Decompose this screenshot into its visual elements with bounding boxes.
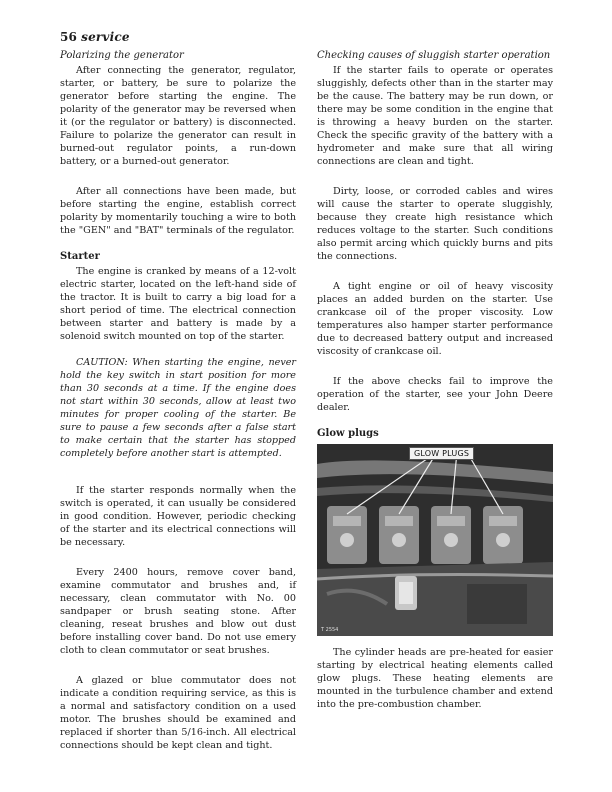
- glow-plugs-callout: GLOW PLUGS: [409, 447, 474, 460]
- engine-photo: [317, 444, 553, 636]
- paragraph-glow-plugs: The cylinder heads are pre-heated for easier starting by electrical heating elements called glow plugs. These heating elements are mounted in the turbulence chamber and extend into the pre-combustion chamber.: [317, 647, 553, 710]
- right-column: [317, 49, 553, 711]
- paragraph-brushes: A glazed or blue commutator does not indicate a condition requiring service, as this is a normal and satisfactory condition on a used motor. The brushes should be examined and replaced if shorter than 5/16-inch. All electrical connections should be kept clean and tight.: [60, 675, 296, 751]
- paragraph-starter-check: If the starter responds normally when the switch is operated, it can usually be considered in good condition. However, periodic checking of the starter and its electrical connections will be necessary.: [60, 485, 296, 548]
- heading-sluggish-starter: Checking causes of sluggish starter operation: [317, 50, 551, 61]
- photo-code: T 2554: [321, 627, 339, 633]
- paragraph-sluggish-causes: If the starter fails to operate or operates sluggishly, defects other than in the starter may be the cause. The battery may be run down, or there may be some condition in the engine that is throwing a heavy burden on the starter. Check the specific gravity of the battery with a hydrometer and make sure that all wiring connections are clean and tight.: [317, 65, 553, 167]
- paragraph-commutator-service: Every 2400 hours, remove cover band, examine commutator and brushes and, if necessary, clean commutator with No. 00 sandpaper or brush seating stone. After cleaning, reseat brushes and blow out dust before installing cover band. Do not use emery cloth to clean commutator or seat brushes.: [60, 567, 296, 656]
- heading-glow-plugs: Glow plugs: [317, 428, 379, 439]
- paragraph-cables: Dirty, loose, or corroded cables and wires will cause the starter to operate sluggishly, because they create high resistance which reduces voltage to the starter. Such conditions also permit arcing which quickly burns and pits the connections.: [317, 186, 553, 262]
- heading-starter: Starter: [60, 251, 100, 262]
- paragraph-starter-intro: The engine is cranked by means of a 12-volt electric starter, located on the left-hand side of the tractor. It is built to carry a big load for a short period of time. The electrical connection between starter and battery is made by a solenoid switch mounted on top of the starter.: [60, 266, 296, 342]
- engine-illustration: [317, 444, 553, 636]
- page-number: 56: [60, 30, 78, 44]
- paragraph-viscosity: A tight engine or oil of heavy viscosity places an added burden on the starter. Use crankcase oil of the proper viscosity. Low temperatures also hamper starter performance due to decreased battery output and increased viscosity of crankcase oil.: [317, 281, 553, 357]
- paragraph-dealer: If the above checks fail to improve the operation of the starter, see your John Deere dealer.: [317, 376, 553, 413]
- left-column: [60, 49, 296, 752]
- paragraph-polarize-intro: After connecting the generator, regulator, starter, or battery, be sure to polarize the generator before starting the engine. The polarity of the generator may be reversed when it (or the regulator or battery) is disconnected. Failure to polarize the generator can result in burned-out regulator points, a run-down battery, or a burned-out generator.: [60, 65, 296, 167]
- caution-note: CAUTION: When starting the engine, never hold the key switch in start position for more than 30 seconds at a time. If the engine does not start within 30 seconds, allow at least two minutes for proper cooling of the starter. Be sure to pause a few seconds after a false start to make certain that the starter has stopped completely before another start is attempted.: [60, 357, 296, 459]
- section-title: service: [81, 30, 130, 44]
- heading-polarizing: Polarizing the generator: [60, 50, 184, 61]
- paragraph-polarize-procedure: After all connections have been made, but before starting the engine, establish correct polarity by momentarily touching a wire to both the "GEN" and "BAT" terminals of the regulator.: [60, 186, 296, 236]
- page-header: [60, 30, 130, 44]
